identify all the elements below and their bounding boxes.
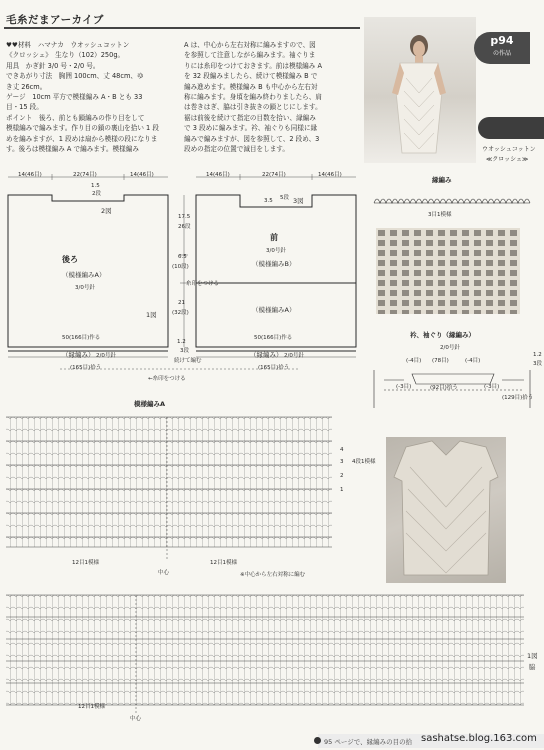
rim-height: 1.2 [177,339,186,345]
pattern-a-repeat-right: 12目1模様 [210,560,237,566]
front-cast-on: 50(166目)作る [254,335,293,341]
model-figure-image [386,33,452,155]
description-line: は巻きはぎ、脇は引き抜きの鎖とじにします。 [184,103,322,112]
pattern-a-repeat-left: 12目1模様 [72,560,99,566]
edging-title: 縁編み [432,176,452,184]
front-needle: 3/0号針 [266,248,286,254]
description-line: 裾は前後を続けて指定の目数を拾い、縁編み [184,113,316,122]
pattern-b-chart [4,591,526,719]
row-label-2: 2 [340,473,344,479]
pattern-a-repeat-rows: 4段1模様 [352,459,376,465]
collar-title: 衿、袖ぐり（縁編み） [410,331,475,339]
description-line: 段めの指定の位置で減目をします。 [184,145,289,154]
front-border: （縁編み） [250,351,283,359]
materials-block [6,40,178,154]
description-line: 編みで編みますが、図を参照して、2 段め、3 [184,134,320,143]
row-label-4: 4 [340,447,344,453]
bullet-icon [314,737,321,744]
title-divider [4,27,360,29]
collar-chart [364,364,542,410]
join-note: 続けて編む [174,358,202,364]
front-pattern-b: （模様編みB） [252,260,296,268]
sleeve-dec-left: (-3目) [396,384,412,390]
front-dim-left: 14(46目) [206,172,230,178]
back-needle: 3/0号針 [75,285,95,291]
armhole-depth: 6.5 [178,254,187,260]
front-pattern-a: （模様編みA） [252,306,296,314]
collar-rows: 1.2 [533,352,542,358]
back-dim-left: 14(46目) [18,172,42,178]
back-cast-on: 50(166目)作る [62,335,101,341]
pattern-a-title: 模様編みA [134,400,166,408]
pattern-b-center: 中心 [130,716,142,722]
back-dim-right: 14(46目) [130,172,154,178]
back-neck-rows: 2段 [92,191,101,197]
materials-line: できあがり寸法 胸囲 100cm、丈 48cm、ゆ [6,72,144,81]
body-height: 21 [178,300,185,306]
back-pattern: （模様編みA） [62,271,106,279]
collar-dec-right: (-4目) [465,358,481,364]
materials-line: き丈 26cm。 [6,82,47,91]
armhole-rows: (10段) [172,264,189,270]
materials-line: 用具 かぎ針 3/0 号・2/0 号。 [6,61,100,70]
sleeve-dec-right: (-3目) [484,384,500,390]
description-line: 編み進めます。模様編み B も中心から左右対 [184,82,318,91]
front-pickup: (165目)拾う [258,365,290,371]
garment-image [386,437,506,583]
rim-rows: 3段 [180,348,189,354]
front-title: 前 [270,233,278,242]
mark-note: 糸印をつける [186,281,220,287]
pattern-b-repeat: 12目1模様 [78,704,105,710]
description-line: 称に編みます。身頃を編み終わりましたら、肩 [184,93,322,102]
materials-line: 《クロッシェ》 生なり（102）250g。 [6,51,125,60]
description-block [184,40,360,154]
page-number: p94 [490,34,514,47]
pattern-b-side: 脇 [529,663,536,671]
back-figure: 1図 [146,311,157,319]
pattern-a-note: ※中心から左右対称に編む [240,572,306,578]
row-label-1: 1 [340,487,344,493]
page-badge [474,32,530,64]
materials-line: ゲージ 10cm 平方で模様編み A・B とも 33 [6,93,143,102]
description-line: りには糸印をつけておきます。前は模様編み A [184,61,322,70]
yarn-name: ウオッシュコットン [482,146,536,153]
back-border-needle: 2/0号針 [96,353,116,359]
side-rows: 26段 [178,224,191,230]
model-photo [364,17,476,163]
edging-chart [372,189,532,209]
materials-line: めを編みますが、1 段めは扇から模様の段になりま [6,134,158,143]
yarn-subname: ≪クロッシェ≫ [486,156,529,163]
description-line: を 32 段編みましたら、続けて模様編み B で [184,72,318,81]
row-label-3: 3 [340,459,344,465]
front-neck-rows: 5段 [280,195,289,201]
page-work-label: の作品 [492,50,511,57]
front-outline [196,195,356,347]
front-border-needle: 2/0号針 [284,353,304,359]
page-title: 毛糸だまアーカイブ [6,14,104,26]
pattern-a-center: 中心 [158,570,170,576]
back-pickup: (165目)拾う [70,365,102,371]
description-line: を参照して注意しながら編みます。袖ぐりま [184,51,316,60]
swatch-texture [376,228,520,314]
front-neck-figure: 3図 [293,197,304,205]
pattern-b-figure: 1図 [527,652,538,660]
sleeve-pickup: (129目)拾う [502,395,534,401]
pattern-a-chart [4,413,354,568]
back-border: （縁編み） [62,351,95,359]
back-title: 後ろ [62,255,78,264]
collar-pickup: (92目)拾う [430,385,458,391]
body-rows: (32段) [172,310,189,316]
back-dim-center: 22(74目) [73,172,97,178]
yarn-tab [478,117,544,139]
description-line: で 3 段めに編みます。衿、袖ぐりも同様に縁 [184,124,318,133]
mark-arrow-note: ←糸印をつける [148,376,186,382]
collar-row-count: 3段 [533,361,542,367]
materials-line: ♥♥材料 ハマナカ ウオッシュコットン [6,41,130,49]
schematic-diagram [0,165,370,390]
front-dim-center: 22(74目) [262,172,286,178]
materials-line: 目・15 段。 [6,103,43,112]
front-dim-right: 14(46目) [318,172,342,178]
stitch-swatch-photo [376,228,520,314]
back-neck-figure: 2図 [101,207,112,215]
edging-repeat: 3目1模様 [428,212,452,218]
collar-dec-mid: (78目) [432,358,449,364]
footer-note: 95 ページで、縁編みの目の拾 [324,738,413,746]
materials-line: ポイント 後ろ、前とも鎖編みの作り目をして [6,113,145,122]
materials-line: 模様編みで編みます。作り目の鎖の裏山を拾い 1 段 [6,124,159,133]
description-line: A は、中心から左右対称に編みますので、図 [184,41,316,49]
front-neck-depth: 3.5 [264,198,273,204]
garment-photo [386,437,506,583]
watermark: sashatse.blog.163.com [421,733,537,744]
side-height: 17.5 [178,214,191,220]
collar-needle: 2/0号針 [440,345,460,351]
materials-line: す。後ろは模様編み A で編みます。模様編み [6,145,139,154]
collar-dec-left: (-4目) [406,358,422,364]
back-neck-depth: 1.5 [91,183,100,189]
